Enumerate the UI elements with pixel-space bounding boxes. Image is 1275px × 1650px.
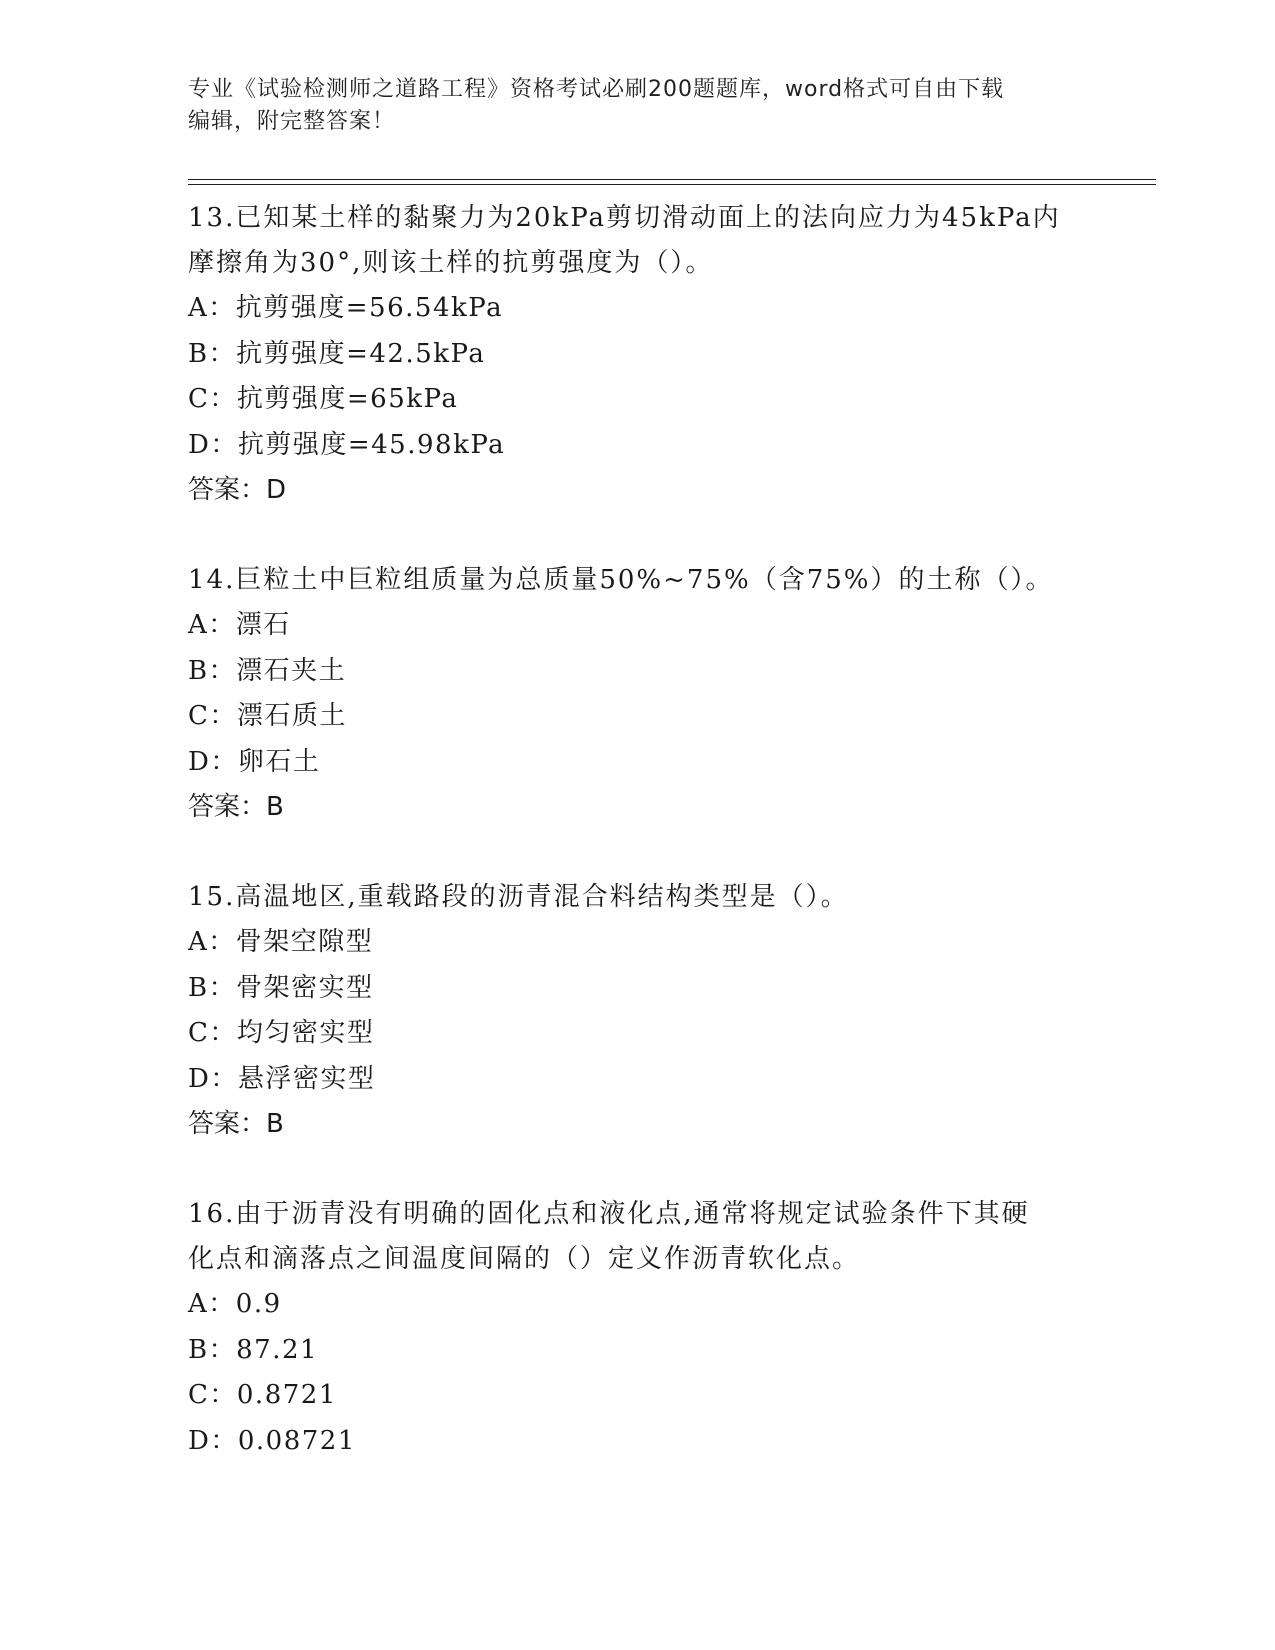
option-a: A：漂石 [188,610,291,640]
answer-line: 答案：B [188,1109,284,1139]
option-b: B：87.21 [188,1334,319,1365]
header-line-2: 编辑，附完整答案！ [188,109,396,134]
question-title: 14.巨粒土中巨粒组质量为总质量50%~75%（含75%）的土称（）。 [188,565,1054,595]
option-d: D：0.08721 [188,1425,356,1456]
question-list [188,196,1088,1464]
header-divider-top [188,179,1156,180]
document-header [188,74,1068,138]
header-divider-bottom [188,184,1156,185]
answer-line: 答案：B [188,792,284,822]
answer-line: 答案：D [188,475,287,505]
question-title-cont: 化点和滴落点之间温度间隔的（）定义作沥青软化点。 [188,1244,861,1274]
option-b: B：漂石夹土 [188,655,347,686]
question-13 [188,196,1088,513]
question-title-cont: 摩擦角为30°,则该土样的抗剪强度为（）。 [188,248,714,278]
header-line-1: 专业《试验检测师之道路工程》资格考试必刷200题题库，word格式可自由下载 [188,77,1005,102]
option-a: A：骨架空隙型 [188,927,374,957]
option-d: D：抗剪强度=45.98kPa [188,429,506,460]
option-c: C：0.8721 [188,1380,337,1410]
option-c: C：漂石质土 [188,701,347,731]
spacer [188,1147,1088,1192]
question-16 [188,1192,1088,1464]
question-title: 16.由于沥青没有明确的固化点和液化点,通常将规定试验条件下其硬 [188,1199,1030,1229]
question-14 [188,558,1088,830]
question-title: 15.高温地区,重载路段的沥青混合料结构类型是（）。 [188,882,849,912]
option-b: B：骨架密实型 [188,972,374,1003]
spacer [188,830,1088,875]
option-c: C：抗剪强度=65kPa [188,384,459,414]
option-a: A：0.9 [188,1289,282,1319]
option-a: A：抗剪强度=56.54kPa [188,293,504,323]
spacer [188,513,1088,558]
option-d: D：卵石土 [188,746,321,777]
question-15 [188,875,1088,1147]
option-d: D：悬浮密实型 [188,1063,376,1094]
option-b: B：抗剪强度=42.5kPa [188,338,486,369]
question-title: 13.已知某土样的黏聚力为20kPa剪切滑动面上的法向应力为45kPa内 [188,203,1061,233]
option-c: C：均匀密实型 [188,1018,375,1048]
